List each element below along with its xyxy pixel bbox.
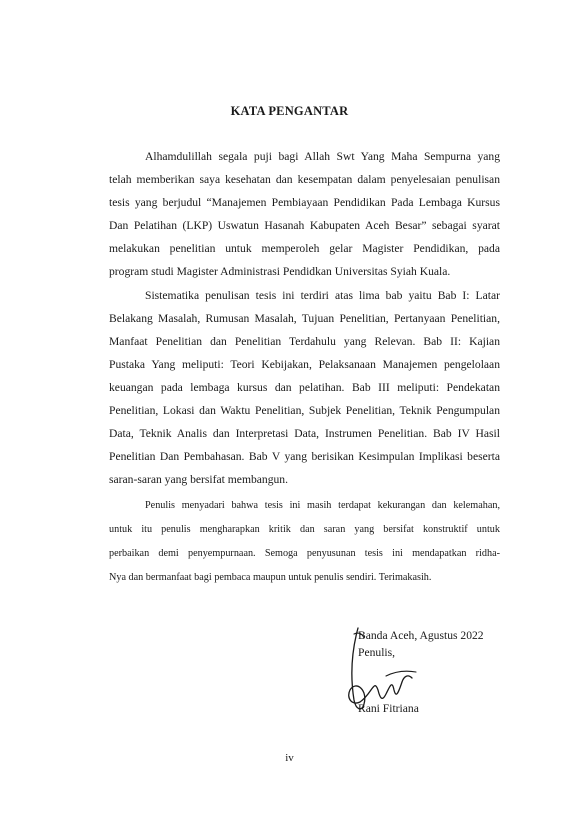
text-line: keuangan pada lembaga kursus dan pelatihan. Bab III meliputi: Pendekatan — [109, 381, 500, 394]
signer-name: Rani Fitriana — [358, 702, 419, 715]
text-line: Data, Teknik Analis dan Interpretasi Data, Instrumen Penelitian. Bab IV Hasil — [109, 427, 500, 440]
text-line: telah memberikan saya kesehatan dan kesempatan dalam penyelesaian penulisan — [109, 173, 500, 186]
text-line: program studi Magister Administrasi Pendidkan Universitas Syiah Kuala. — [109, 265, 451, 278]
text-line: Alhamdulillah segala puji bagi Allah Swt Yang Maha Sempurna yang — [145, 150, 500, 163]
text-line: Belakang Masalah, Rumusan Masalah, Tujuan Penelitian, Pertanyaan Penelitian, — [109, 312, 500, 325]
text-line: Penelitian, Lokasi dan Waktu Penelitian, Subjek Penelitian, Teknik Pengumpulan — [109, 404, 500, 417]
text-line: Manfaat Penelitian dan Penelitian Terdahulu yang Relevan. Bab II: Kajian — [109, 335, 500, 348]
text-line: saran-saran yang bersifat membangun. — [109, 473, 288, 486]
text-line: Penulis menyadari bahwa tesis ini masih terdapat kekurangan dan kelemahan, — [145, 500, 500, 511]
text-line: Sistematika penulisan tesis ini terdiri atas lima bab yaitu Bab I: Latar — [145, 289, 500, 302]
place-date: Banda Aceh, Agustus 2022 — [358, 629, 484, 642]
text-line: perbaikan demi penyempurnaan. Semoga penyusunan tesis ini mendapatkan ridha- — [109, 548, 500, 559]
text-line: Penelitian Dan Pembahasan. Bab V yang berisikan Kesimpulan Implikasi beserta — [109, 450, 500, 463]
page-number: iv — [285, 752, 294, 764]
text-line: Pustaka Yang meliputi: Teori Kebijakan, Pelaksanaan Manajemen pengelolaan — [109, 358, 500, 371]
text-line: melakukan penelitian untuk memperoleh gelar Magister Pendidikan, pada — [109, 242, 500, 255]
text-line: Nya dan bermanfaat bagi pembaca maupun untuk penulis sendiri. Terimakasih. — [109, 572, 432, 583]
text-line: tesis yang berjudul “Manajemen Pembiayaan Pendidikan Pada Lembaga Kursus — [109, 196, 500, 209]
page-title: KATA PENGANTAR — [230, 104, 349, 118]
text-line: Dan Pelatihan (LKP) Uswatun Hasanah Kabupaten Aceh Besar” sebagai syarat — [109, 219, 500, 232]
text-line: untuk itu penulis mengharapkan kritik dan saran yang bersifat konstruktif untuk — [109, 524, 500, 535]
signer-role: Penulis, — [358, 646, 396, 659]
